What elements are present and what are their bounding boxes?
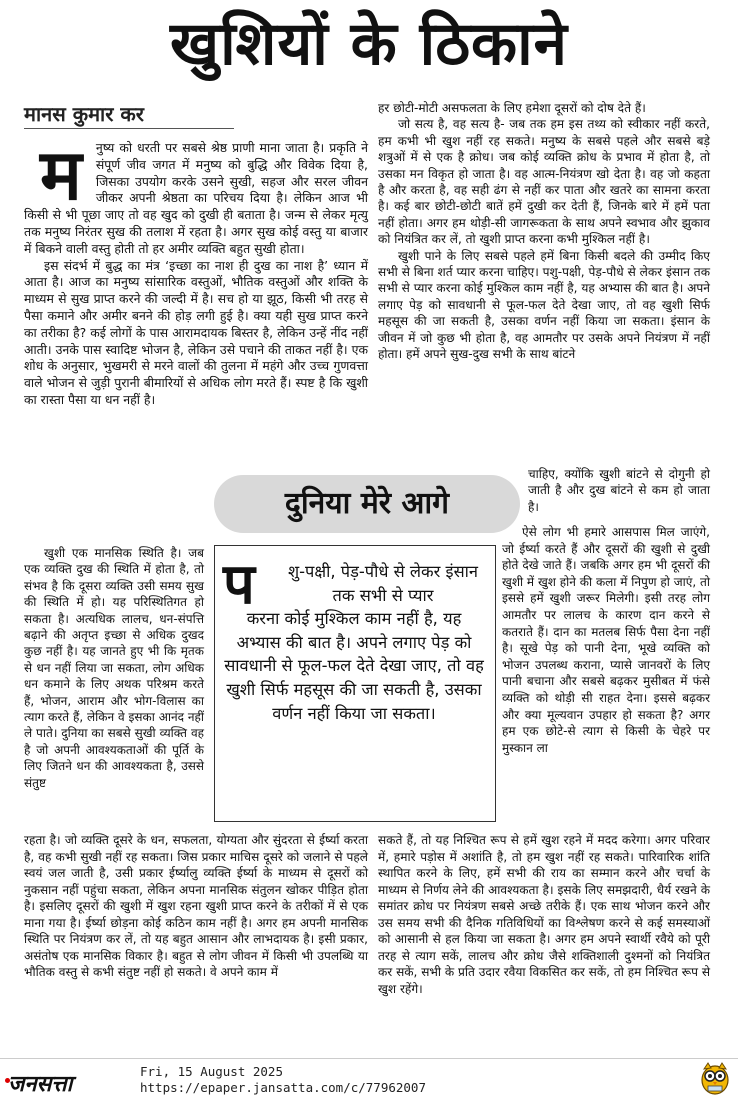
source-url[interactable]: https://epaper.jansatta.com/c/77962007 xyxy=(140,1080,426,1095)
column-banner: दुनिया मेरे आगे xyxy=(214,475,520,533)
pull-quote-lead: शु-पक्षी, पेड़-पौधे से लेकर इंसान तक सभी से प्यार xyxy=(287,562,478,605)
right-column-mid-2 xyxy=(502,524,710,756)
paragraph: चाहिए, क्योंकि खुशी बांटने से दोगुनी हो जाती है और दुख बांटने से कम हो जाता है। xyxy=(528,467,710,514)
paragraph: सकते हैं, तो यह निश्चित रूप से हमें खुश रहने में मदद करेगा। अगर परिवार में, हमारे पड़ोस में अशांति है, तो हम खुश नहीं रह सकते। पारिवारिक शांति स्थापित करने के लिए, हमें सभी की राय का सम्मान करने और चर्चा के माध्यम से निर्णय लेने की आवश्यकता है। इसके लिए समझदारी, धैर्य रखने के समांतर क्रोध पर नियंत्रण सबसे अच्छे तरीके हैं। एक साथ भोजन करने और उस समय सभी की दैनिक गतिविधियों का विश्लेषण करने से कई समस्याओं को आसानी से हल किया जा सकता है। अगर हम अपने स्वार्थी रवैये को पूरी तरह से त्याग सकें, लालच और क्रोध जैसे शक्तिशाली दुश्मनों को नियंत्रित कर सकें, सभी के प्रति उदार रवैया विकसित कर सकें, तो हम निश्चित रूप से खुश रहेंगे। xyxy=(378,833,711,996)
left-column-top xyxy=(24,134,368,409)
footer-meta xyxy=(140,1064,426,1096)
paragraph: नुष्य को धरती पर सबसे श्रेष्ठ प्राणी माना जाता है। प्रकृति ने संपूर्ण जीव जगत में मनुष्य को बुद्धि और विवेक दिया है, जिसका उपयोग करके उसने सुखी, सहज और सरल जीवन जीकर अपनी श्रेष्ठता का परिचय दिया है। लेकिन आज भी किसी से भी पूछा जाए तो वह खुद को दुखी ही बताता है। जन्म से लेकर मृत्यु तक मनुष्य निरंतर सुख की तलाश में रहता है। अगर सुख कोई वस्तु या बाजार में बिकने वाली वस्तु होती तो हर अमीर व्यक्ति बहुत सुखी होता। xyxy=(24,140,368,256)
left-column-bottom xyxy=(24,832,368,981)
left-column-mid xyxy=(24,545,204,791)
paragraph: इस संदर्भ में बुद्ध का मंत्र ‘इच्छा का नाश ही दुख का नाश है’ ध्यान में आता है। आज का मनुष्य सांसारिक वस्तुओं, भौतिक वस्तुओं और शक्ति के माध्यम से सुख प्राप्त करने की जल्दी में है। सच हो या झूठ, किसी भी तरह से पैसा कमाने और अमीर बनने की होड़ लगी हुई है। क्या यही सुख प्राप्त करने का तरीका है? कई लोगों के पास आरामदायक बिस्तर है, लेकिन उन्हें नींद नहीं आती। उनके पास स्वादिष्ट भोजन है, लेकिन उसे पचाने की ताकत नहीं है। एक शोध के अनुसार, भुखमरी से मरने वालों की तुलना में महंगे और उच्च गुणवत्ता वाले भोजन से जुड़ी पुरानी बीमारियों से अधिक लोग मरते हैं। स्पष्ट है कि खुशी का रास्ता पैसा या धन नहीं है। xyxy=(24,257,368,407)
byline: मानस कुमार कर xyxy=(24,102,144,126)
paragraph: रहता है। जो व्यक्ति दूसरे के धन, सफलता, योग्यता और सुंदरता से ईर्ष्या करता है, वह कभी सुखी नहीं रह सकता। जिस प्रकार माचिस दूसरे को जलाने से पहले स्वयं जल जाती है, उसी प्रकार ईर्ष्यालु व्यक्ति ईर्ष्या के माध्यम से दूसरों को नुकसान नहीं पहुंचा सकता, लेकिन अपना मानसिक संतुलन खोकर पीड़ित होता है। इसलिए दूसरों की खुशी में खुश रहना खुशी प्राप्त करने के तरीकों में से एक माना गया है। ईर्ष्या छोड़ना कोई कठिन काम नहीं है। अगर हम अपनी मानसिक स्थिति पर नियंत्रण कर लें, तो यह बहुत आसान और लाभदायक है। इसी प्रकार, असंतोष एक मानसिक विकार है। बहुत से लोग जीवन में किसी भी उपलब्धि या भौतिक वस्तु से कभी संतुष्ट नहीं हो सकते। वे अपने काम में xyxy=(24,833,368,979)
publisher-logo: जनसत्ता xyxy=(8,1072,73,1097)
pull-quote-drop-cap: प xyxy=(223,552,255,617)
paragraph: हर छोटी-मोटी असफलता के लिए हमेशा दूसरों को दोष देते हैं। xyxy=(378,101,646,115)
paragraph: खुशी एक मानसिक स्थिति है। जब एक व्यक्ति दुख की स्थिति में होता है, तो संभव है कि दूसरा व्यक्ति उसी समय सुख की स्थिति में हो। यह परिस्थितिगत हो सकता है। अत्यधिक लालच, धन-संपत्ति बढ़ाने की अतृप्त इच्छा से अधिक दुखद कुछ नहीं है। यह जानते हुए भी कि मृतक से धन नहीं लिया जा सकता, लोग अधिक धन कमाने के लिए अथक परिश्रम करते हैं, भोजन, आराम और भोग-विलास का त्याग करते हैं, लेकिन वे इसका आनंद नहीं ले पाते। दुनिया का सबसे सुखी व्यक्ति वह है जो अपनी आवश्यकताओं की पूर्ति के लिए जितने धन की आवश्यकता है, उससे संतुष्ट xyxy=(24,546,204,790)
publication-date: Fri, 15 August 2025 xyxy=(140,1064,283,1079)
paragraph: खुशी पाने के लिए सबसे पहले हमें बिना किसी बदले की उम्मीद किए सभी से बिना शर्त प्यार करना चाहिए। पशु-पक्षी, पेड़-पौधे से लेकर इंसान तक सभी से प्यार करना कोई मुश्किल काम नहीं है, यह अभ्यास की बात है। अपने लगाए पेड़ को सावधानी से फूल-फल देते देखा जाए, तो वह खुशी सिर्फ महसूस की जा सकती है, उसका वर्णन नहीं किया जा सकता। इंसान के जीवन में जो कुछ भी होता है, वह आमतौर पर उसके अपने नियंत्रण में नहीं होता। हमें अपने सुख-दुख सभी के साथ बांटने xyxy=(378,248,710,362)
pull-quote-rest: करना कोई मुश्किल काम नहीं है, यह अभ्यास की बात है। अपने लगाए पेड़ को सावधानी से फूल-फल देते देखा जाए, तो वह खुशी सिर्फ महसूस की जा सकती है, उसका वर्णन नहीं किया जा सकता। xyxy=(224,609,484,723)
byline-divider xyxy=(24,128,234,129)
right-column-top xyxy=(378,100,710,363)
paragraph: जो सत्य है, वह सत्य है- जब तक हम इस तथ्य को स्वीकार नहीं करते, हम कभी भी खुश नहीं रह सकते। मनुष्य के सबसे पहले और सबसे बड़े शत्रुओं में से एक है क्रोध। जब कोई व्यक्ति क्रोध के प्रभाव में होता है, तो उसका मन विकृत हो जाता है। वह आत्म-नियंत्रण खो देता है। वह जो कहता है और करता है, वह सही ढंग से नहीं कर पाता और खतरे का सामना करता है। कई बार छोटी-छोटी बातें हमें दुखी कर देती हैं, जिनके बारे में हमें पता नहीं होता। अगर हम थोड़ी-सी जागरूकता के साथ अपने स्वभाव और झुकाव को नियंत्रित कर लें, तो खुशी प्राप्त करना कभी मुश्किल नहीं है। xyxy=(378,117,710,247)
drop-cap: म xyxy=(40,134,82,216)
pull-quote xyxy=(214,545,496,822)
owl-icon xyxy=(700,1061,730,1095)
footer-divider xyxy=(0,1058,738,1059)
article-title: खुशियों के ठिकाने xyxy=(170,9,568,79)
paragraph: ऐसे लोग भी हमारे आसपास मिल जाएंगे, जो ईर्ष्या करते हैं और दूसरों की खुशी से दुखी होते देखे जाते हैं। जबकि अगर हम भी दूसरों की खुशी में खुश होने की कला में निपुण हो जाएं, तो इससे हमें खुशी जरूर मिलेगी। इसी तरह लोग आमतौर पर लालच के कारण दान करने से कतराते हैं। दान का मतलब सिर्फ पैसा देना नहीं है। सूखे पेड़ को पानी देना, भूखे व्यक्ति को भोजन उपलब्ध कराना, प्यासे जानवरों के लिए पानी बचाना और सबसे बढ़कर मुसीबत में फंसे व्यक्ति को थोड़ी सी राहत देना। इससे बढ़कर और क्या मूल्यवान उपहार हो सकता है? अगर हम एक छोटे-से त्याग से किसी के चेहरे पर मुस्कान ला xyxy=(502,525,710,755)
right-column-bottom xyxy=(378,832,710,997)
pull-quote-text xyxy=(223,560,485,725)
right-column-mid-1 xyxy=(528,466,710,515)
